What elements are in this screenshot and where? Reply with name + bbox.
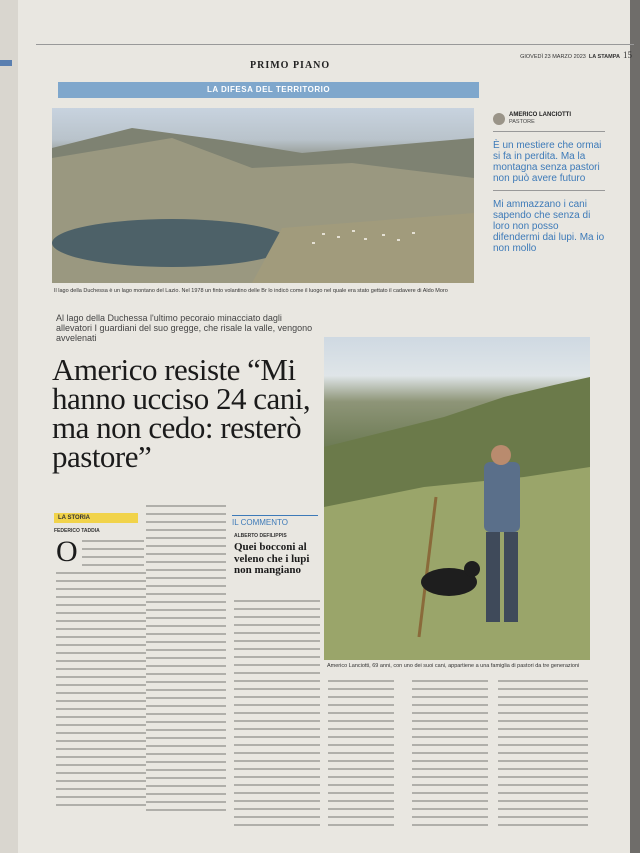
- body-text-column-1: [56, 572, 146, 812]
- lake-landscape-illustration: [52, 108, 474, 283]
- commento-text-column-3: [412, 680, 488, 832]
- commento-text-column-2: [328, 680, 394, 832]
- quote-divider: [493, 190, 605, 191]
- brand-name: LA STAMPA: [588, 54, 620, 60]
- commento-byline: ALBERTO DEFILIPPIS: [234, 533, 287, 539]
- pull-quote-1: È un mestiere che ormai si fa in perdita. Ma la montagna senza pastori non può avere futuro: [493, 140, 602, 184]
- pull-quote-2: Mi ammazzano i cani sapendo che senza di loro non posso difendermi dai lupi. Ma io non mollo: [493, 199, 605, 254]
- lake-photo-caption: Il lago della Duchessa è un lago montano del Lazio. Nel 1978 un finto volantino delle Br lo indicò come il luogo nel quale era stato gettato il cadavere di Aldo Moro: [54, 288, 448, 294]
- issue-date: GIOVEDÌ 23 MARZO 2023 LA STAMPA 15: [520, 50, 632, 60]
- commento-title: Quei bocconi al veleno che i lupi non mangiano: [234, 541, 310, 576]
- header-rule: [36, 44, 634, 45]
- shepherd-photo: [324, 337, 590, 660]
- body-text-column-2: [146, 505, 226, 817]
- commento-label: IL COMMENTO: [232, 515, 318, 527]
- author-name: AMERICO LANCIOTTI: [509, 112, 571, 118]
- adjacent-page-mark: [0, 60, 12, 66]
- quote-sidebar: [493, 112, 605, 254]
- commento-text-column: [234, 600, 320, 832]
- article-kicker: Al lago della Duchessa l'ultimo pecoraio minacciato dagli allevatori I guardiani del suo gregge, che risale la valle, vengono avvelenati: [56, 313, 313, 343]
- author-avatar: [493, 113, 505, 125]
- topic-bar: LA DIFESA DEL TERRITORIO: [58, 82, 479, 98]
- adjacent-page-edge: [0, 0, 19, 853]
- shepherd-illustration: [324, 337, 590, 660]
- shepherd-photo-caption: Americo Lanciotti, 69 anni, con uno dei suoi cani, appartiene a una famiglia di pastori da tre generazioni: [327, 663, 580, 669]
- story-tag: LA STORIA: [54, 513, 138, 523]
- section-title: PRIMO PIANO: [250, 60, 331, 71]
- author-role: PASTORE: [509, 119, 535, 125]
- commento-text-column-4: [498, 680, 588, 832]
- quote-divider: [493, 131, 605, 132]
- page-number: 15: [623, 50, 632, 60]
- article-byline: FEDERICO TADDIA: [54, 528, 100, 534]
- body-text-column-1a: [82, 540, 144, 572]
- article-headline: Americo resiste “Mi hanno ucciso 24 cani, ma non cedo: resterò pastore”: [52, 352, 311, 474]
- drop-cap: O: [56, 535, 78, 568]
- lake-photo: [52, 108, 474, 283]
